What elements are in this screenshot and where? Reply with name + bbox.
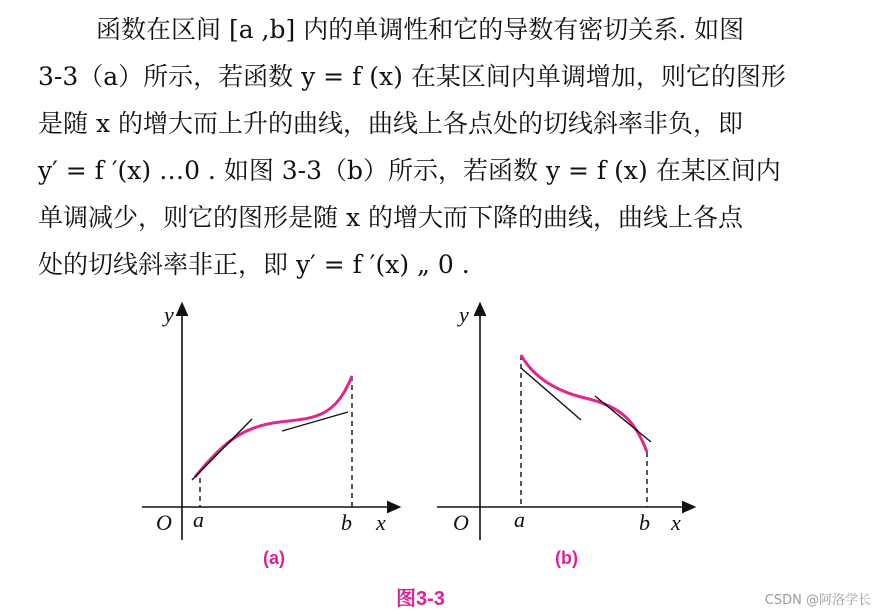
figure-a-graph: [140, 300, 400, 545]
decreasing-curve: [521, 355, 647, 452]
paragraph-line-4: y′ = f ′(x) …0 . 如图 3-3（b）所示，若函数 y = f (x) 在某区间内: [38, 156, 781, 185]
tick-label-b: b: [341, 510, 352, 535]
origin-label: O: [453, 510, 469, 535]
tick-label-a: a: [193, 507, 204, 532]
figure-a: [140, 300, 400, 545]
watermark: CSDN @阿洛学长: [764, 593, 871, 608]
y-axis-label: y: [164, 302, 174, 327]
x-axis-label: x: [671, 510, 681, 535]
figure-a-caption: (a): [263, 548, 285, 568]
y-axis-label: y: [459, 302, 469, 327]
tick-label-a: a: [514, 507, 525, 532]
increasing-curve: [195, 376, 352, 477]
x-axis-label: x: [376, 510, 386, 535]
body-paragraph: [38, 6, 860, 288]
tangent-line-2: [595, 396, 651, 442]
figure-b-caption: (b): [555, 548, 578, 568]
figure-b-graph: [435, 300, 695, 545]
figure-caption: 图3-3: [396, 588, 445, 610]
tick-label-b: b: [639, 510, 650, 535]
paragraph-line-2: 3-3（a）所示，若函数 y = f (x) 在某区间内单调增加，则它的图形: [38, 62, 786, 91]
paragraph-line-1: 函数在区间 [a ,b] 内的单调性和它的导数有密切关系. 如图: [96, 15, 745, 44]
paragraph-line-5: 单调减少，则它的图形是随 x 的增大而下降的曲线，曲线上各点: [38, 203, 743, 232]
origin-label: O: [156, 510, 172, 535]
paragraph-line-3: 是随 x 的增大而上升的曲线，曲线上各点处的切线斜率非负，即: [38, 109, 743, 138]
tangent-line-1: [192, 419, 252, 480]
figure-b: [435, 300, 695, 545]
paragraph-line-6: 处的切线斜率非正，即 y′ = f ′(x) „ 0 .: [38, 250, 470, 279]
